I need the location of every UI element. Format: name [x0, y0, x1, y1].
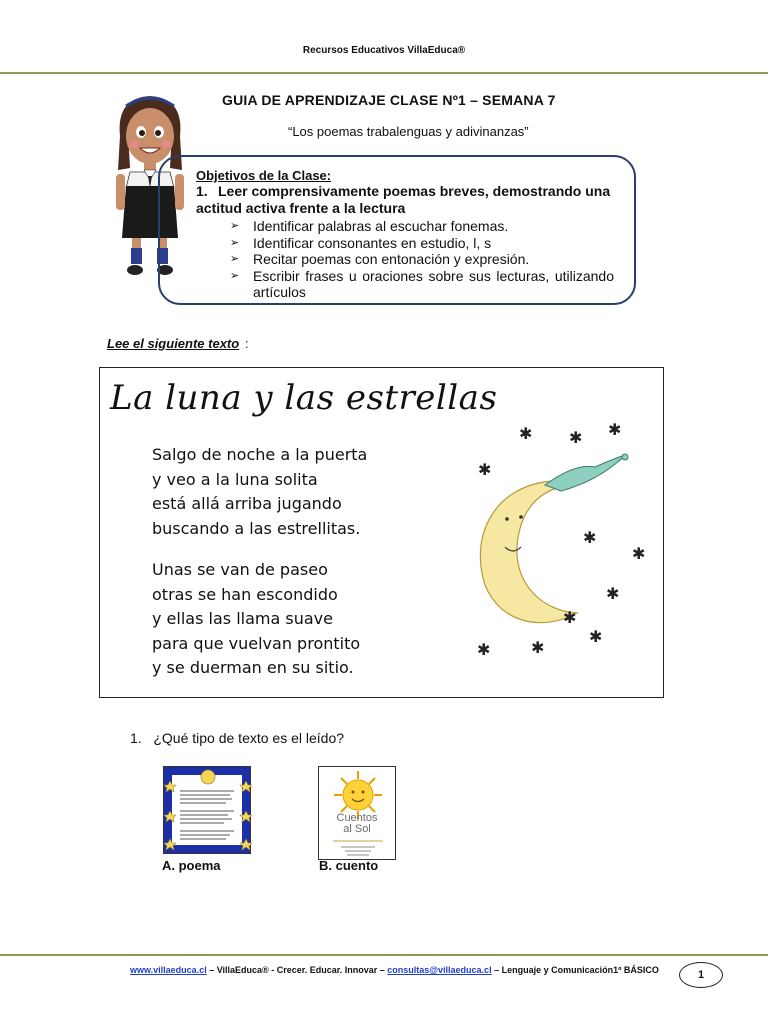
poem-stanza-1: [152, 443, 367, 541]
option-b-image[interactable]: [318, 766, 396, 860]
poem-line: buscando a las estrellitas.: [152, 518, 361, 538]
arrow-icon: ➢: [230, 220, 240, 232]
guide-title: GUIA DE APRENDIZAJE CLASE Nº1 – SEMANA 7: [222, 92, 556, 108]
poem-line: y se duerman en su sitio.: [152, 658, 354, 677]
objective-bullet: ➢ Escribir frases u oraciones sobre sus lecturas, utilizando artículos: [230, 267, 614, 300]
poem-line: Salgo de noche a la puerta: [152, 445, 368, 464]
svg-text:✱: ✱: [569, 428, 583, 447]
poem-line: para que vuelvan prontito: [152, 633, 361, 653]
poem-stanza-2: [152, 558, 360, 681]
footer-rule: [0, 954, 768, 956]
option-b-cover-title: Cuentos al Sol: [336, 812, 378, 835]
svg-text:✱: ✱: [608, 420, 622, 439]
arrow-icon: ➢: [230, 269, 240, 282]
svg-text:✱: ✱: [589, 627, 603, 646]
svg-text:✱: ✱: [632, 544, 646, 563]
svg-text:✱: ✱: [531, 638, 545, 657]
guide-subtitle: “Los poemas trabalenguas y adivinanzas”: [288, 124, 529, 139]
objective-main: [196, 183, 616, 217]
objective-bullets: [230, 218, 614, 301]
objective-main-text: Leer comprensivamente poemas breves, demostrando una actitud activa frente a la lectura: [196, 183, 611, 216]
poem-line: y ellas las llama suave: [152, 609, 333, 628]
option-a-label[interactable]: A. poema: [162, 858, 221, 873]
objective-number: 1.: [196, 183, 208, 199]
moon-illustration: [465, 415, 655, 665]
objective-bullet: ➢ Recitar poemas con entonación y expresión.: [230, 251, 530, 267]
header-rule: [0, 72, 768, 74]
question-text: ¿Qué tipo de texto es el leído?: [153, 730, 345, 746]
page-number: 1: [679, 962, 723, 988]
svg-text:✱: ✱: [519, 424, 533, 443]
svg-text:✱: ✱: [583, 528, 597, 547]
reading-instruction: Lee el siguiente texto: [107, 336, 240, 351]
objectives-heading: Objetivos de la Clase:: [196, 168, 332, 183]
reading-instruction-colon: :: [245, 336, 249, 351]
option-b-label[interactable]: B. cuento: [319, 858, 379, 873]
question-number: 1.: [130, 730, 142, 746]
svg-text:✱: ✱: [477, 640, 491, 659]
objective-bullet: ➢ Identificar consonantes en estudio, l, s: [230, 234, 492, 251]
footer-site-link[interactable]: www.villaeduca.cl: [130, 965, 207, 975]
poem-line: está allá arriba jugando: [152, 494, 342, 513]
option-a-image[interactable]: [163, 766, 251, 854]
svg-text:✱: ✱: [563, 608, 577, 627]
poem-line: Unas se van de paseo: [152, 560, 328, 579]
footer-sep: – VillaEduca® - Crecer. Educar. Innovar –: [206, 965, 388, 975]
poem-line: y veo a la luna solita: [152, 469, 318, 489]
arrow-icon: ➢: [230, 236, 240, 249]
footer-text: [130, 965, 659, 975]
footer-tail: – Lenguaje y Comunicación1º BÁSICO: [491, 965, 659, 975]
svg-text:✱: ✱: [606, 584, 620, 603]
poem-title: La luna y las estrellas: [110, 378, 498, 418]
objective-bullet: ➢ Identificar palabras al escuchar fonemas.: [230, 218, 509, 234]
question-1: [130, 730, 344, 746]
poem-line: otras se han escondido: [152, 584, 338, 604]
svg-text:✱: ✱: [478, 460, 492, 479]
header-title: Recursos Educativos VillaEduca®: [302, 45, 466, 56]
arrow-icon: ➢: [230, 253, 240, 265]
footer-email-link[interactable]: consultas@villaeduca.cl: [387, 965, 492, 975]
